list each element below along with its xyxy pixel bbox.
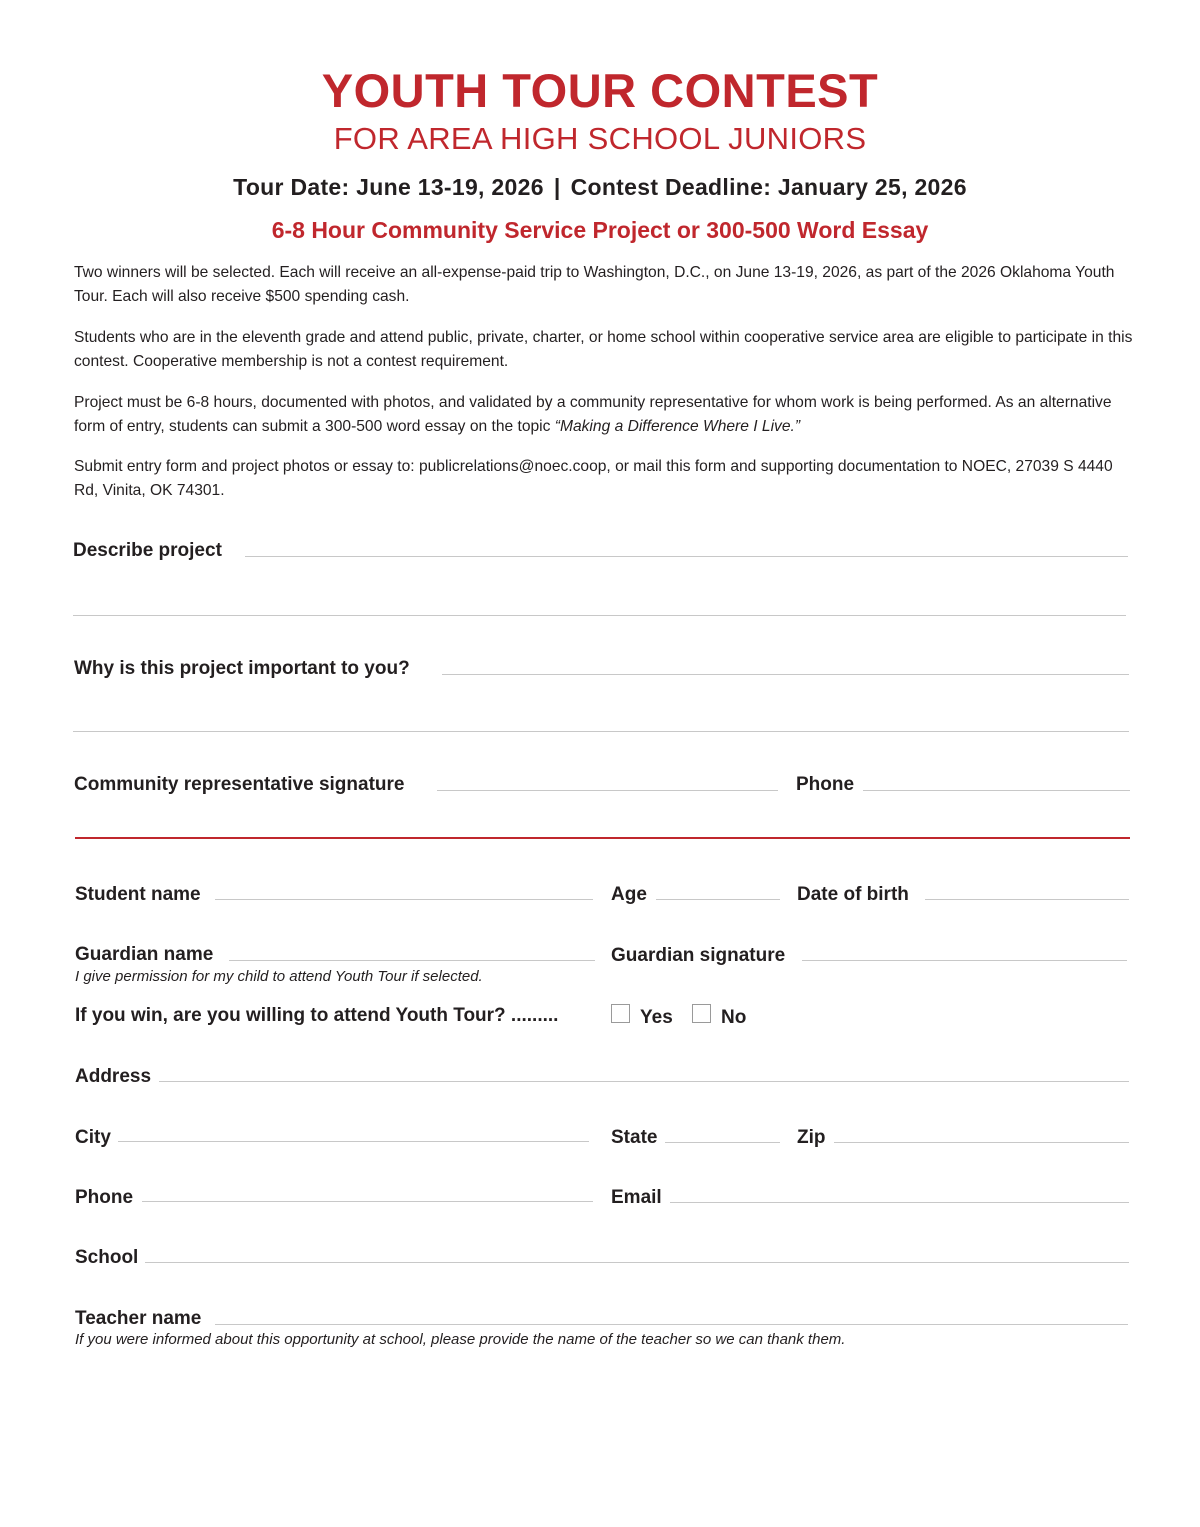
rep-signature-line[interactable]: [437, 790, 778, 791]
dates-line: [0, 172, 1200, 202]
state-label: State: [611, 1127, 658, 1148]
guardian-name-label: Guardian name: [75, 944, 214, 965]
age-line[interactable]: [656, 899, 780, 900]
guardian-signature-line[interactable]: [802, 960, 1127, 961]
guardian-signature-label: Guardian signature: [611, 945, 786, 966]
no-label: No: [721, 1007, 747, 1028]
email-line[interactable]: [670, 1202, 1129, 1203]
school-label: School: [75, 1247, 139, 1268]
address-line[interactable]: [159, 1081, 1129, 1082]
requirements-text: Project must be 6-8 hours, documented with photos, and validated by a community representative for whom work is being performed. As an alternative form of entry, students can submit a 300-500 word essay on the topic: [74, 394, 1112, 435]
intro-paragraph-prizes: Two winners will be selected. Each will receive an all-expense-paid trip to Washington, D.C., on June 13-19, 2026, as part of the 2026 Oklahoma Youth Tour. Each will also receive $500 spending cash.: [74, 264, 1115, 305]
describe-project-label: Describe project: [73, 540, 222, 561]
section-divider: [75, 837, 1130, 839]
rep-phone-line[interactable]: [863, 790, 1130, 791]
zip-line[interactable]: [834, 1142, 1129, 1143]
student-name-line[interactable]: [215, 899, 593, 900]
guardian-name-line[interactable]: [229, 960, 595, 961]
rep-phone-label: Phone: [796, 774, 855, 795]
contest-deadline: Contest Deadline: January 25, 2026: [570, 174, 967, 200]
intro-paragraph-eligibility: Students who are in the eleventh grade and attend public, private, charter, or home school within cooperative service area are eligible to participate in this contest. Cooperative membership is not a contest requirement.: [74, 329, 1133, 370]
student-name-label: Student name: [75, 884, 201, 905]
teacher-name-line[interactable]: [215, 1324, 1128, 1325]
guardian-permission-note: I give permission for my child to attend Youth Tour if selected.: [75, 968, 483, 985]
page-subtitle: FOR AREA HIGH SCHOOL JUNIORS: [333, 121, 867, 156]
date-of-birth-label: Date of birth: [797, 884, 909, 905]
essay-topic: “Making a Difference Where I Live.”: [554, 418, 801, 435]
attend-question-label: If you win, are you willing to attend Youth Tour? .........: [75, 1005, 559, 1026]
why-important-label: Why is this project important to you?: [74, 658, 410, 679]
intro-paragraph-requirements: [74, 391, 1134, 439]
address-label: Address: [75, 1066, 152, 1087]
phone-label: Phone: [75, 1187, 134, 1208]
email-label: Email: [611, 1187, 662, 1208]
teacher-name-label: Teacher name: [75, 1308, 202, 1329]
describe-project-line-1[interactable]: [245, 556, 1128, 557]
date-of-birth-line[interactable]: [925, 899, 1129, 900]
no-checkbox[interactable]: [692, 1004, 711, 1023]
rep-signature-label: Community representative signature: [74, 774, 405, 795]
intro-paragraph-submission: Submit entry form and project photos or essay to: publicrelations@noec.coop, or mail this form and supporting documentation to NOEC, 27039 S 4440 Rd, Vinita, OK 74301.: [74, 458, 1113, 499]
age-label: Age: [611, 884, 647, 905]
page-title: YOUTH TOUR CONTEST: [321, 64, 879, 117]
yes-checkbox[interactable]: [611, 1004, 630, 1023]
dates-separator: |: [553, 174, 561, 200]
tour-date: Tour Date: June 13-19, 2026: [233, 174, 544, 200]
phone-line[interactable]: [142, 1201, 593, 1202]
yes-label: Yes: [640, 1007, 673, 1028]
school-line[interactable]: [145, 1262, 1129, 1263]
entry-options-tagline: 6-8 Hour Community Service Project or 300-500 Word Essay: [271, 217, 929, 243]
why-important-line-1[interactable]: [442, 674, 1129, 675]
describe-project-line-2[interactable]: [73, 615, 1126, 616]
teacher-name-note: If you were informed about this opportunity at school, please provide the name of the teacher so we can thank them.: [75, 1331, 846, 1348]
why-important-line-2[interactable]: [73, 731, 1129, 732]
city-label: City: [75, 1127, 111, 1148]
city-line[interactable]: [118, 1141, 589, 1142]
state-line[interactable]: [665, 1142, 780, 1143]
zip-label: Zip: [797, 1127, 826, 1148]
